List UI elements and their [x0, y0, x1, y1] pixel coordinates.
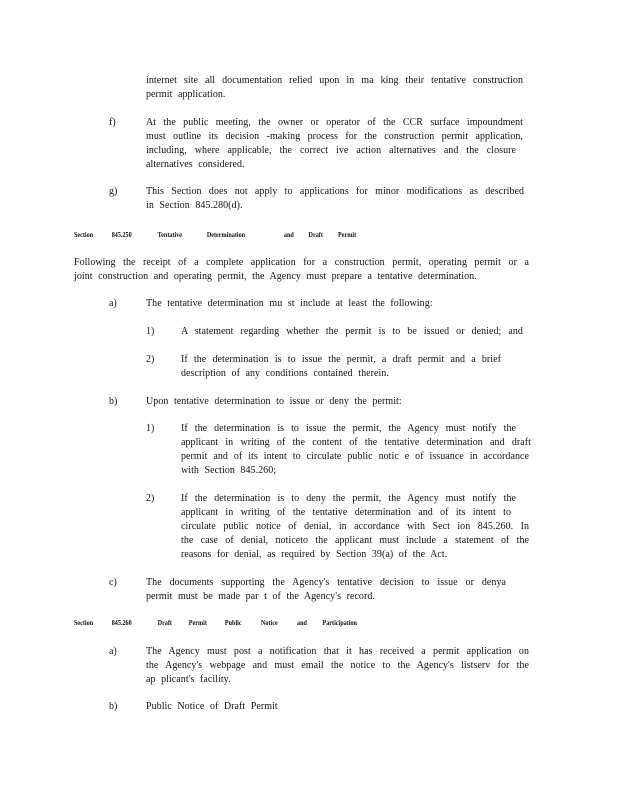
sec250-b-2-line-3: circulate public notice of denial, in accordance with Sect ion 845.260. In	[181, 521, 529, 532]
section-260-title-4: Notice	[260, 618, 278, 627]
section-260-title-1: Draft	[157, 618, 172, 627]
sec260-a-line-2: the Agency's webpage and must email the notice to the Agency's listserv for the	[146, 660, 529, 671]
sec250-b-2-line-4: the case of denial, noticeto the applicant must include a statement of the	[181, 535, 529, 546]
section-250-title-3: and	[283, 230, 294, 239]
section-260-title-6: Participation	[322, 618, 357, 627]
sec250-b-label: b)	[109, 396, 118, 407]
section-260-number: 845.260	[111, 618, 132, 627]
section-250-word: Section	[74, 230, 94, 239]
sec250-b-1-line-3: permit and of its intent to circulate public notic e of issuance in accordance	[181, 451, 529, 462]
section-250-title-5: Permit	[338, 230, 357, 239]
item-g-label: g)	[109, 186, 118, 197]
section-250-title-4: Draft	[308, 230, 323, 239]
section-250-intro-line-1: Following the receipt of a complete application for a construction permit, operating permit or a	[74, 257, 529, 268]
sec250-b-text: Upon tentative determination to issue or deny the permit:	[146, 396, 402, 407]
sec250-a-label: a)	[109, 298, 117, 309]
section-250-title-2: Determination	[206, 230, 246, 239]
sec250-b-1-line-4: with Section 845.260;	[181, 465, 277, 476]
item-g-line-1: This Section does not apply to applications for minor modifications as described	[146, 186, 524, 197]
sec250-b-1-label: 1)	[146, 423, 155, 434]
sec250-b-2-line-2: applicant in writing of the tentative determination and of its intent to	[181, 507, 511, 518]
sec250-c-line-1: The documents supporting the Agency's tentative decision to issue or denya	[146, 577, 506, 588]
sec260-a-line-3: ap plicant's facility.	[146, 674, 231, 685]
sec260-a-line-1: The Agency must post a notification that it has received a permit application on	[146, 646, 529, 657]
section-260-title-5: and	[297, 618, 307, 627]
item-f-line-2: must outline its decision -making process for the construction permit application,	[146, 131, 523, 142]
sec250-c-line-2: permit must be made par t of the Agency's record.	[146, 591, 375, 602]
section-260-title-3: Public	[224, 618, 242, 627]
item-f-line-4: alternatives considered.	[146, 159, 245, 170]
sec250-a-2-label: 2)	[146, 354, 155, 365]
sec250-b-1-line-1: If the determination is to issue the permit, the Agency must notify the	[181, 423, 516, 434]
item-g-line-2: in Section 845.280(d).	[146, 200, 243, 211]
continuation-line-2: permit application.	[146, 89, 226, 100]
sec250-b-2-label: 2)	[146, 493, 155, 504]
sec250-a-1-line-1: A statement regarding whether the permit is to be issued or denied; and	[181, 326, 523, 337]
sec250-a-1-label: 1)	[146, 326, 155, 337]
sec250-a-text: The tentative determination mu st include at least the following:	[146, 298, 433, 309]
sec260-a-label: a)	[109, 646, 117, 657]
section-250-title-1: Tentative	[157, 230, 183, 239]
sec250-b-1-line-2: applicant in writing of the content of the tentative determination and draft	[181, 437, 531, 448]
sec260-b-label: b)	[109, 701, 118, 712]
sec260-b-text: Public Notice of Draft Permit	[146, 701, 278, 712]
sec250-c-label: c)	[109, 577, 117, 588]
item-f-label: f)	[109, 117, 116, 128]
sec250-b-2-line-1: If the determination is to deny the permit, the Agency must notify the	[181, 493, 516, 504]
section-260-word: Section	[74, 618, 94, 627]
continuation-line-1: internet site all documentation relied upon in ma king their tentative construction	[146, 75, 523, 86]
sec250-a-2-line-2: description of any conditions contained therein.	[181, 368, 389, 379]
section-250-number: 845.250	[111, 230, 132, 239]
sec250-b-2-line-5: reasons for denial, as required by Section 39(a) of the Act.	[181, 549, 448, 560]
item-f-line-1: At the public meeting, the owner or operator of the CCR surface impoundment	[146, 117, 523, 128]
sec250-a-2-line-1: If the determination is to issue the permit, a draft permit and a brief	[181, 354, 501, 365]
section-260-title-2: Permit	[188, 618, 207, 627]
section-250-intro-line-2: joint construction and operating permit, the Agency must prepare a tentative determination.	[74, 271, 477, 282]
item-f-line-3: including, where applicable, the correct ive action alternatives and the closure	[146, 145, 516, 156]
